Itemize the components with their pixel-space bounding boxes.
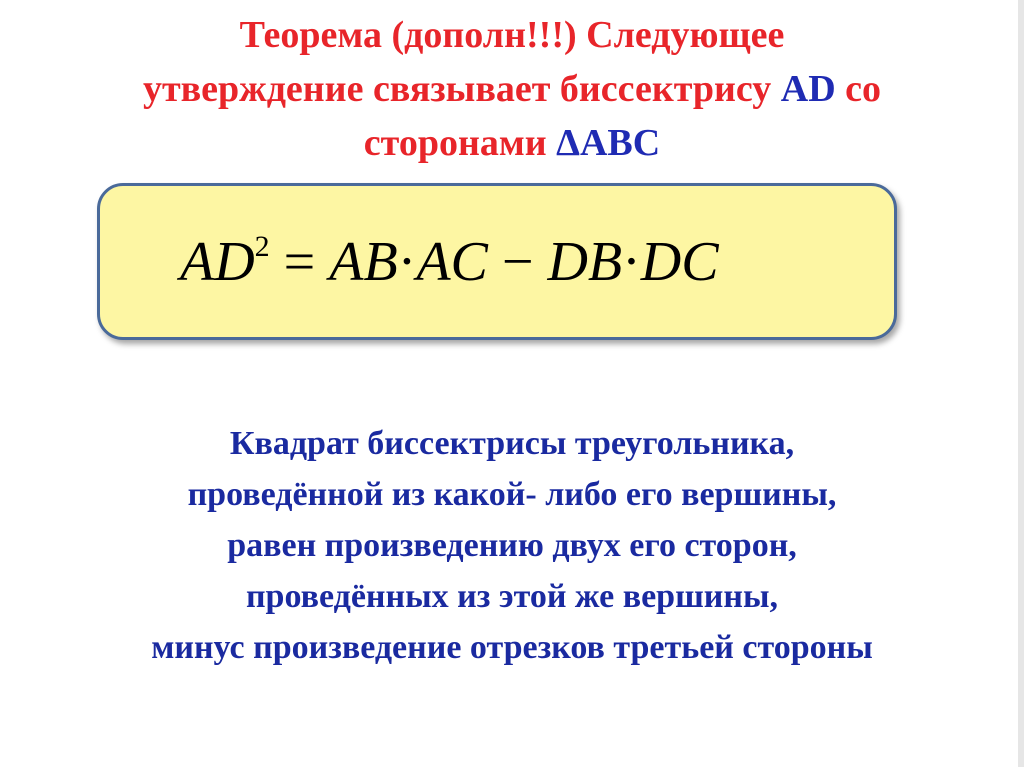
- formula-ad: AD: [180, 231, 255, 293]
- title-line-1: Теорема (дополн!!!) Следующее: [239, 14, 785, 56]
- title-line-2-text: утверждение связывает биссектрису: [142, 68, 781, 110]
- formula-minus: −: [487, 231, 548, 293]
- statement-line-4: проведённых из этой же вершины,: [245, 578, 779, 615]
- statement-line-1: Квадрат биссектрисы треугольника,: [229, 425, 795, 462]
- formula-dc: DC: [640, 231, 719, 293]
- statement-line-5: минус произведение отрезков третьей стороны: [151, 629, 873, 666]
- formula-equals: =: [269, 231, 330, 293]
- formula-ac: AC: [416, 231, 488, 293]
- theorem-statement: [0, 418, 1024, 673]
- formula-box: [97, 183, 897, 340]
- formula-ab: AB: [329, 231, 398, 293]
- statement-line-2: проведённой из какой- либо его вершины,: [187, 476, 837, 513]
- theorem-title: [0, 8, 1024, 170]
- formula-exponent: 2: [254, 230, 270, 263]
- statement-line-3: равен произведению двух его сторон,: [227, 527, 797, 564]
- bisector-label: AD: [780, 68, 836, 110]
- title-line-2-suffix: со: [835, 68, 882, 110]
- title-line-2: [0, 62, 1024, 116]
- title-line-3: [0, 116, 1024, 170]
- formula-dot-1: ·: [397, 231, 417, 293]
- bisector-formula: [180, 230, 719, 294]
- title-line-3-text: сторонами: [363, 122, 557, 164]
- triangle-label: ΔАВС: [556, 122, 661, 164]
- formula-db: DB: [547, 231, 623, 293]
- formula-dot-2: ·: [622, 231, 641, 293]
